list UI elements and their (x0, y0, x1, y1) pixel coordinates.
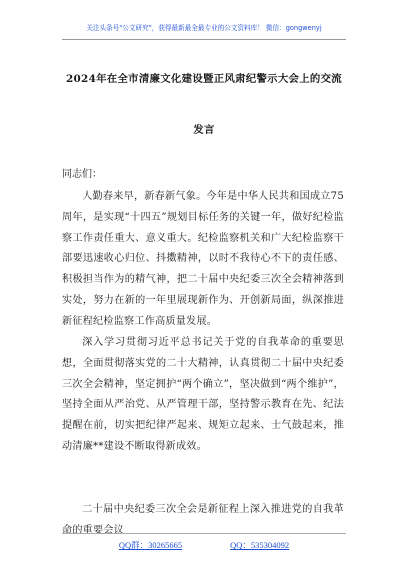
document-title-continuation: 发言 (193, 124, 215, 136)
footer-contact (0, 539, 408, 551)
footer-divider (62, 533, 346, 534)
body-paragraph: 深入学习贯彻习近平总书记关于党的自我革命的重要思想，全面贯彻落实党的二十大精神，认真贯彻二十届中央纪委三次全会精神，坚定拥护“两个确立”，坚决做到“两个维护”，坚持全面从严治党、从严管理干部，坚持警示教育在先、纪法提醒在前，切实把纪律严起来、规矩立起来、士气鼓起来，推动清廉**建设不断取得新成效。 (62, 337, 344, 452)
footer-qq: QQ：535304092 (230, 540, 290, 550)
header-banner: 关注头条号"公文研究"，获得最新最全最专业的公文资料库！ 微信：gongwenyj (86, 24, 322, 32)
body-paragraph: 二十届中央纪委三次全会是新征程上深入推进党的自我革命的重要会议 (62, 504, 344, 536)
salutation: 同志们： (62, 169, 102, 180)
document-title: 2024年在全市清廉文化建设暨正风肃纪警示大会上的交流 (65, 73, 342, 85)
header-divider (62, 39, 346, 40)
footer-qq-group: QQ群：30265665 (118, 540, 183, 550)
body-paragraph: 人勤春来早，新春新气象。今年是中华人民共和国成立75周年，是实现“十四五”规划目标任务的关键一年，做好纪检监察工作责任重大、意义重大。纪检监察机关和广大纪检监察干部要迅速收心归位、抖擞精神，以时不我待心不下的责任感、积极担当作为的精气神，把二十届中央纪委三次全会精神落到实处，努力在新的一年里展现新作为、开创新局面，纵深推进新征程纪检监察工作高质量发展。 (62, 191, 344, 327)
